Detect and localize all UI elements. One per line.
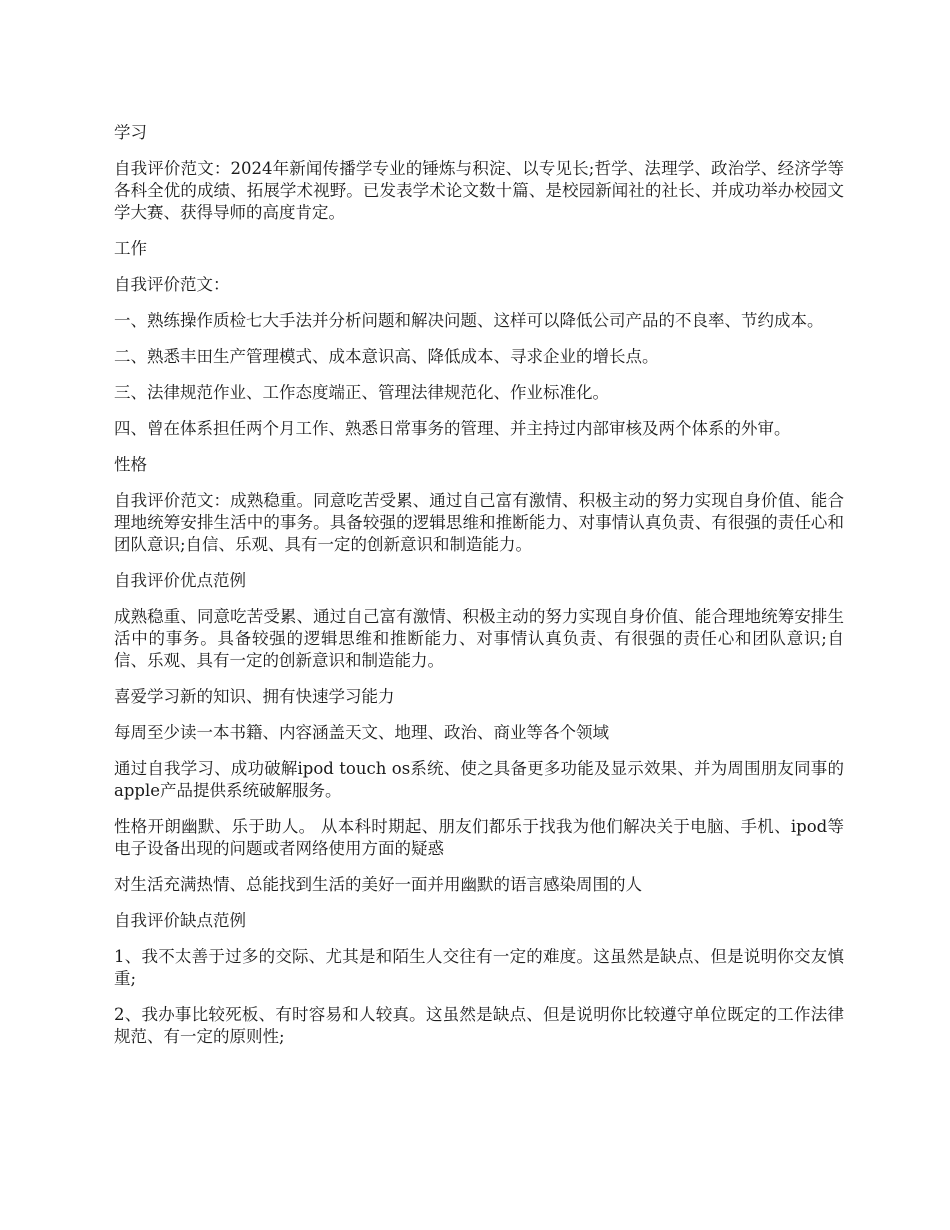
section-heading-strengths: 自我评价优点范例 <box>114 571 246 590</box>
paragraph-strengths-3: 每周至少读一本书籍、内容涵盖天文、地理、政治、商业等各个领域 <box>114 723 609 742</box>
paragraph-work-item-1: 一、熟练操作质检七大手法并分析问题和解决问题、这样可以降低公司产品的不良率、节约成本。 <box>114 311 824 330</box>
paragraph-strengths-2: 喜爱学习新的知识、拥有快速学习能力 <box>114 687 395 706</box>
paragraph-strengths-4: 通过自我学习、成功破解ipod touch os系统、使之具备更多功能及显示效果、并为周围朋友同事的apple产品提供系统破解服务。 <box>114 759 844 800</box>
paragraph-work-intro: 自我评价范文： <box>114 275 230 294</box>
paragraph-work-item-3: 三、法律规范作业、工作态度端正、管理法律规范化、作业标准化。 <box>114 383 609 402</box>
paragraph-strengths-6: 对生活充满热情、总能找到生活的美好一面并用幽默的语言感染周围的人 <box>114 875 642 894</box>
section-heading-work: 工作 <box>114 239 147 258</box>
section-heading-personality: 性格 <box>114 455 147 474</box>
paragraph-weakness-1: 1、我不太善于过多的交际、尤其是和陌生人交往有一定的难度。这虽然是缺点、但是说明你交友慎重; <box>114 947 844 988</box>
paragraph-study-sample: 自我评价范文：2024年新闻传播学专业的锤炼与积淀、以专见长;哲学、法理学、政治学、经济学等各科全优的成绩、拓展学术视野。已发表学术论文数十篇、是校园新闻社的社长、并成功举办校园文学大赛、获得导师的高度肯定。 <box>114 159 844 222</box>
paragraph-personality-sample: 自我评价范文：成熟稳重。同意吃苦受累、通过自己富有激情、积极主动的努力实现自身价值、能合理地统筹安排生活中的事务。具备较强的逻辑思维和推断能力、对事情认真负责、有很强的责任心和团队意识;自信、乐观、具有一定的创新意识和制造能力。 <box>114 491 844 554</box>
section-heading-weaknesses: 自我评价缺点范例 <box>114 911 246 930</box>
paragraph-weakness-2: 2、我办事比较死板、有时容易和人较真。这虽然是缺点、但是说明你比较遵守单位既定的工作法律规范、有一定的原则性; <box>114 1005 844 1046</box>
document-page <box>114 122 844 1062</box>
section-heading-study: 学习 <box>114 123 147 142</box>
paragraph-work-item-2: 二、熟悉丰田生产管理模式、成本意识高、降低成本、寻求企业的增长点。 <box>114 347 659 366</box>
paragraph-strengths-5: 性格开朗幽默、乐于助人。 从本科时期起、朋友们都乐于找我为他们解决关于电脑、手机、ipod等电子设备出现的问题或者网络使用方面的疑惑 <box>114 817 844 858</box>
paragraph-work-item-4: 四、曾在体系担任两个月工作、熟悉日常事务的管理、并主持过内部审核及两个体系的外审。 <box>114 419 791 438</box>
paragraph-strengths-1: 成熟稳重、同意吃苦受累、通过自己富有激情、积极主动的努力实现自身价值、能合理地统筹安排生活中的事务。具备较强的逻辑思维和推断能力、对事情认真负责、有很强的责任心和团队意识;自信、乐观、具有一定的创新意识和制造能力。 <box>114 607 844 670</box>
